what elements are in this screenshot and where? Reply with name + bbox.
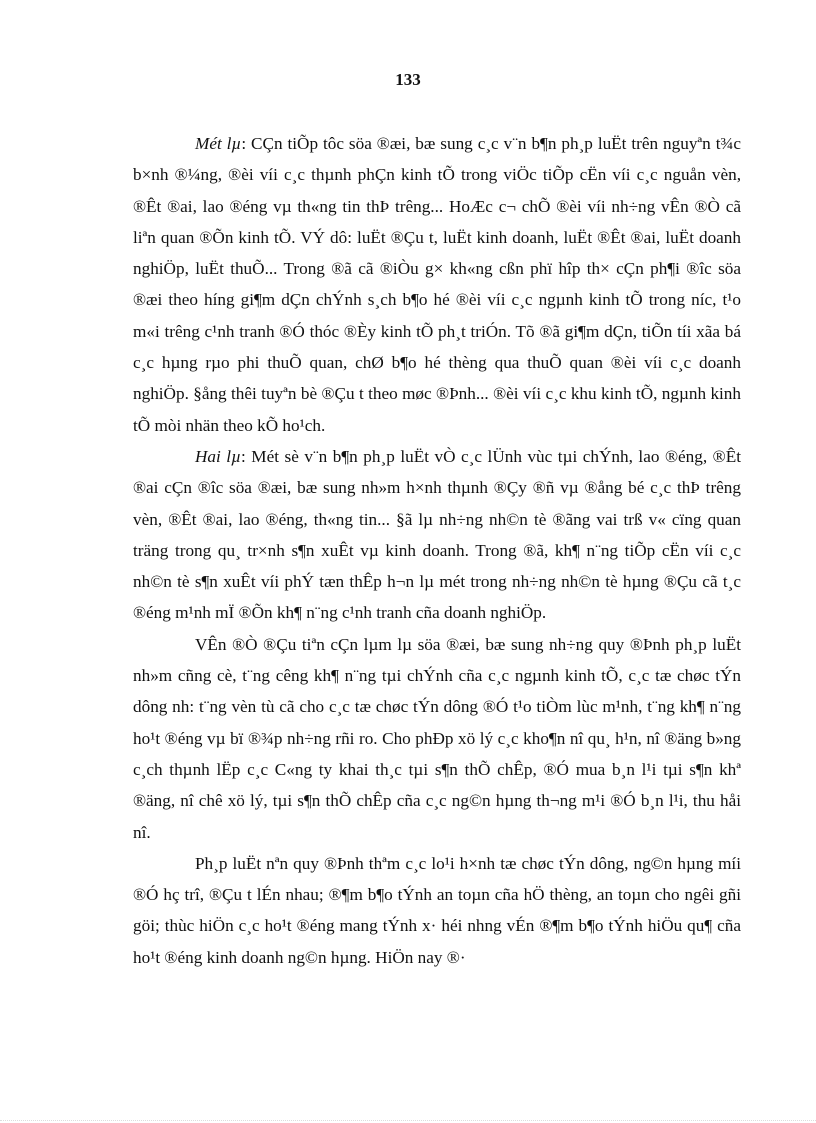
paragraph-four [133, 848, 741, 973]
page-number: 133 [395, 70, 421, 89]
paragraph-four-text: Ph¸p luËt nªn quy ®Þnh thªm c¸c lo¹i h×nh tæ chøc tÝn dông, ng©n hµng míi ®Ó hç trî, ®Çu t lÉn nhau; ®¶m b¶o tÝnh an toµn cña hÖ thèng, an toµn cho ngêi gñi göi; thùc hiÖn c¸c ho¹t ®éng mang tÝnh x· héi nhng vÉn ®¶m b¶o tÝnh hiÖu qu¶ cña ho¹t ®éng kinh doanh ng©n hµng. HiÖn nay ®· [133, 853, 741, 967]
paragraph-three-text: VÊn ®Ò ®Çu tiªn cÇn lµm lµ söa ®æi, bæ sung nh÷ng quy ®Þnh ph¸p luËt nh»m cñng cè, t¨ng cêng kh¶ n¨ng tµi chÝnh cña c¸c ngµnh kinh tÕ, c¸c tæ chøc tÝn dông nh: t¨ng vèn tù cã cho c¸c tæ chøc tÝn dông ®Ó t¹o tiÒm lùc m¹nh, t¨ng kh¶ n¨ng ho¹t ®éng vµ bï ®¾p nh÷ng rñi ro. Cho phÐp xö lý c¸c kho¶n nî qu¸ h¹n, nî ®äng b»ng c¸ch thµnh lËp c¸c C«ng ty khai th¸c tµi s¶n thÕ chÊp, ®Ó mua b¸n l¹i tµi s¶n khª ®äng, nî chê xö lý, tµi s¶n thÕ chÊp cña c¸c ng©n hµng th¬ng m¹i ®Ó b¸n l¹i, thu håi nî. [133, 634, 741, 842]
bottom-rule [0, 1120, 816, 1121]
paragraph-two-lead: Hai lµ [195, 446, 241, 466]
paragraph-two [133, 441, 741, 629]
paragraph-two-text: : Mét sè v¨n b¶n ph¸p luËt vÒ c¸c lÜnh vùc tµi chÝnh, lao ®éng, ®Êt ®ai cÇn ®îc söa ®æi, bæ sung nh»m h×nh thµnh ®Çy ®ñ vµ ®ång bé c¸c thÞ trêng vèn, ®Êt ®ai, lao ®éng, th«ng tin... §ã lµ nh÷ng nh©n tè ®ãng vai trß v« cïng quan träng trong qu¸ tr×nh s¶n xuÊt vµ kinh doanh. Trong ®ã, kh¶ n¨ng tiÕp cËn víi c¸c nh©n tè s¶n xuÊt víi phÝ tæn thÊp h¬n lµ mét trong nh÷ng nh©n tè hµng ®Çu cã t¸c ®éng m¹nh mÏ ®Õn kh¶ n¨ng c¹nh tranh cña doanh nghiÖp. [133, 446, 741, 623]
body-text [133, 128, 741, 973]
paragraph-one-text: : CÇn tiÕp tôc söa ®æi, bæ sung c¸c v¨n b¶n ph¸p luËt trên nguyªn t¾c b×nh ®¼ng, ®èi víi c¸c thµnh phÇn kinh tÕ trong viÖc tiÕp cËn víi c¸c nguån vèn, ®Êt ®ai, lao ®éng vµ th«ng tin thÞ trêng... HoÆc c¬ chÕ ®èi víi nh÷ng vÊn ®Ò cã liªn quan ®Õn kinh tÕ. VÝ dô: luËt ®Çu t, luËt kinh doanh, luËt ®Êt ®ai, luËt doanh nghiÖp, luËt thuÕ... Trong ®ã cã ®iÒu g× kh«ng cßn phï hîp th× cÇn ph¶i ®îc söa ®æi theo híng gi¶m dÇn chÝnh s¸ch b¶o hé ®èi víi c¸c ngµnh kinh tÕ trong níc, t¹o m«i trêng c¹nh tranh ®Ó thóc ®Èy kinh tÕ ph¸t triÓn. Tõ ®ã gi¶m dÇn, tiÕn tíi xãa bá c¸c hµng rµo phi thuÕ quan, chØ b¶o hé thèng qua thuÕ quan ®èi víi c¸c doanh nghiÖp. §ång thêi tuyªn bè ®Çu t theo møc ®Þnh... ®èi víi c¸c khu kinh tÕ, ngµnh kinh tÕ mòi nhän theo kÕ ho¹ch. [133, 134, 741, 435]
paragraph-one [133, 128, 741, 441]
paragraph-one-lead: Mét lµ [195, 134, 242, 153]
paragraph-three [133, 629, 741, 848]
